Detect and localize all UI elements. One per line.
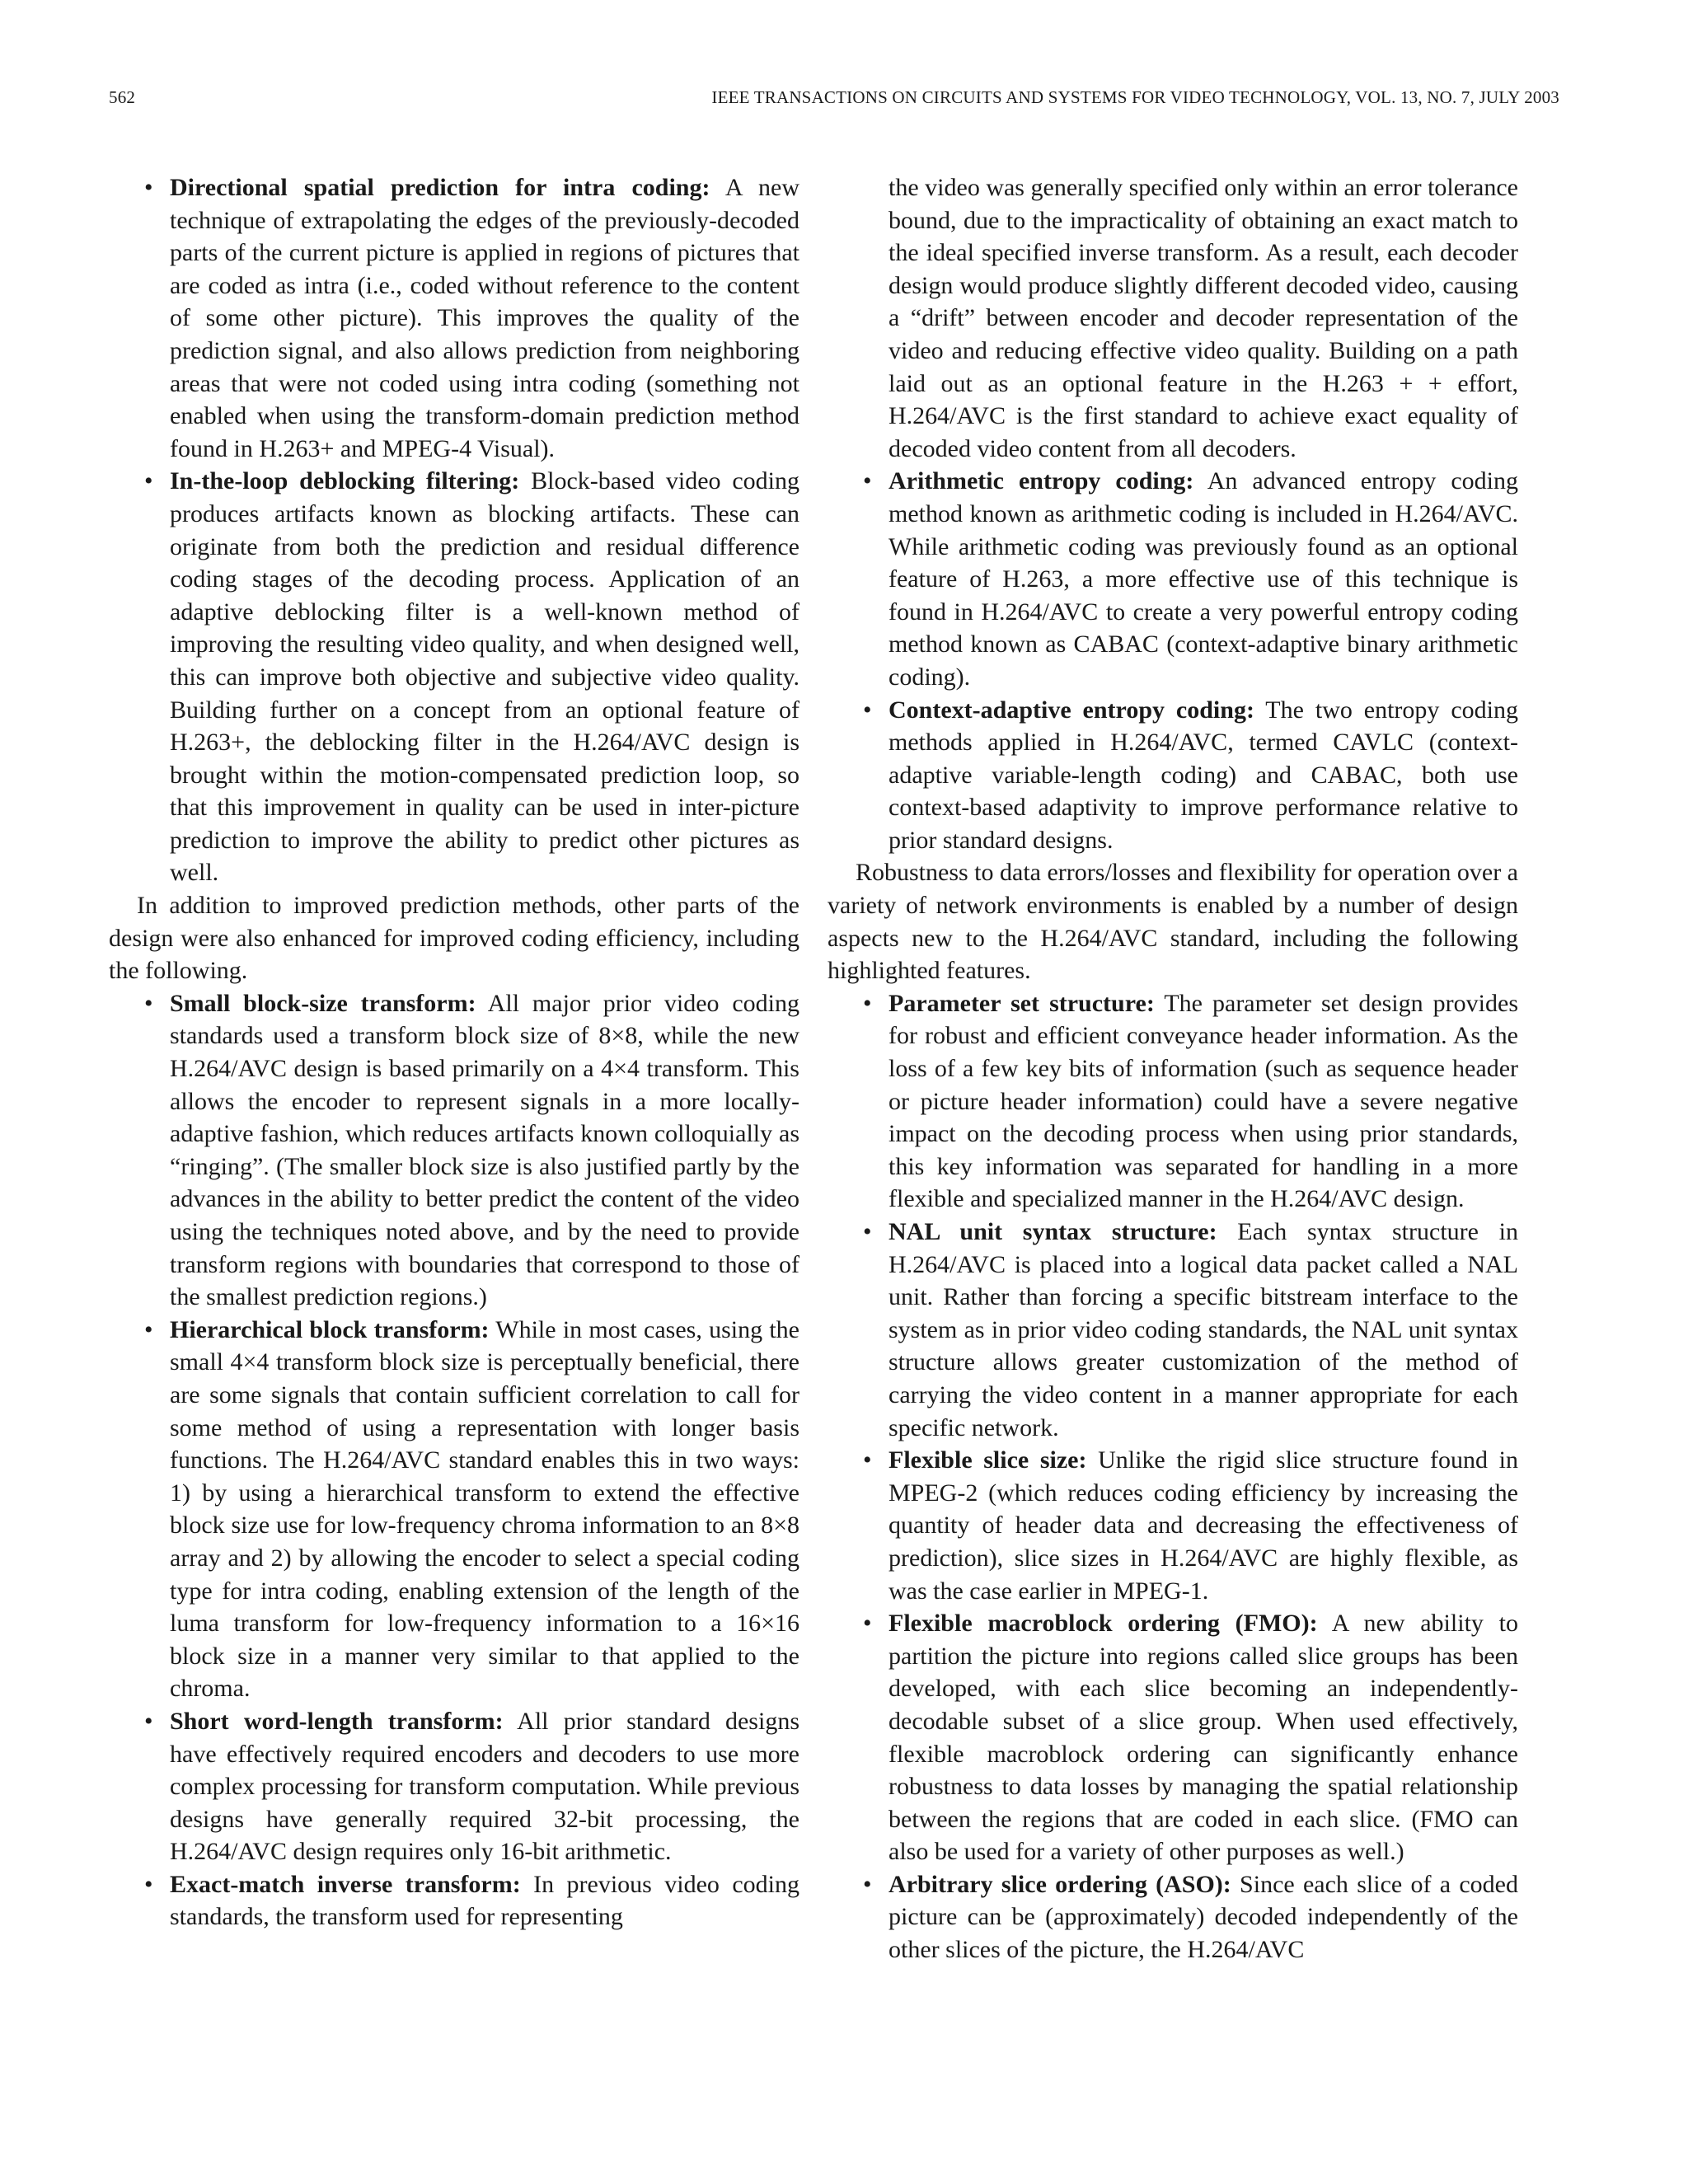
item-text: Block-based video coding produces artifacts known as blocking artifacts. These can originate from both the prediction and residual difference coding stages of the decoding process. Application of an adaptive deblocking filter is a well-known method of improving the resulting video quality, and when designed well, this can improve both objective and subjective video quality. Building further on a concept from an optional feature of H.263+, the deblocking filter in the H.264/AVC design is brought within the motion-compensated prediction loop, so that this improvement in quality can be used in inter-picture prediction to improve the ability to predict other pictures as well.	[170, 467, 799, 887]
item-title: Arithmetic entropy coding:	[889, 467, 1194, 495]
item-title: Small block-size transform:	[170, 989, 476, 1017]
feature-list	[828, 987, 1518, 1966]
page-number: 562	[109, 87, 136, 107]
item-title: Flexible slice size:	[889, 1446, 1087, 1474]
item-title: Hierarchical block transform:	[170, 1315, 490, 1343]
item-text: A new ability to partition the picture into regions called slice groups has been developed, with each slice becoming an independently-decodable subset of a slice group. When used effectively, flexible macroblock ordering can significantly enhance robustness to data losses by managing the spatial relationship between the regions that are coded in each slice. (FMO can also be used for a variety of other purposes as well.)	[889, 1610, 1518, 1866]
bullet-icon: •	[863, 989, 872, 1017]
list-item	[109, 1314, 799, 1705]
item-title: Parameter set structure:	[889, 989, 1155, 1017]
bullet-icon: •	[144, 1315, 153, 1343]
bullet-icon: •	[863, 696, 872, 724]
page-header	[109, 87, 1559, 117]
list-item	[828, 1868, 1518, 1966]
item-title: Flexible macroblock ordering (FMO):	[889, 1610, 1318, 1638]
item-text: Since each slice of a coded picture can be (approximately) decoded independently of the other slices of the picture, the H.264/AVC	[889, 1870, 1518, 1964]
body-paragraph: In addition to improved prediction methods, other parts of the design were also enhanced for improved coding efficiency, including the following.	[109, 892, 799, 985]
bullet-icon: •	[144, 1707, 153, 1735]
list-item	[109, 465, 799, 889]
item-title: Arbitrary slice ordering (ASO):	[889, 1870, 1231, 1898]
list-item	[828, 465, 1518, 693]
bullet-icon: •	[863, 1218, 872, 1245]
item-title: Context-adaptive entropy coding:	[889, 696, 1254, 724]
list-item	[109, 1868, 799, 1933]
feature-list	[109, 987, 799, 1933]
bullet-icon: •	[863, 1610, 872, 1638]
item-title: Directional spatial prediction for intra coding:	[170, 174, 710, 201]
bullet-icon: •	[863, 467, 872, 495]
body-paragraph: Robustness to data errors/losses and flexibility for operation over a variety of network environments is enabled by a number of design aspects new to the H.264/AVC standard, including the following highlighted features.	[828, 859, 1518, 985]
list-item	[828, 987, 1518, 1216]
feature-list	[109, 171, 799, 889]
list-item	[828, 1607, 1518, 1868]
item-text: All prior standard designs have effectively required encoders and decoders to use more complex processing for transform computation. While previous designs have generally required 32-bit processing, the H.264/AVC design requires only 16-bit arithmetic.	[170, 1707, 799, 1866]
item-text: All major prior video coding standards used a transform block size of 8×8, while the new H.264/AVC design is based primarily on a 4×4 transform. This allows the encoder to represent signals in a more locally-adaptive fashion, which reduces artifacts known colloquially as “ringing”. (The smaller block size is also justified partly by the advances in the ability to better predict the content of the video using the techniques noted above, and by the need to provide transform regions with boundaries that correspond to those of the smallest prediction regions.)	[170, 989, 799, 1311]
item-text: Unlike the rigid slice structure found in MPEG-2 (which reduces coding efficiency by increasing the quantity of header data and decreasing the effectiveness of prediction), slice sizes in H.264/AVC are highly flexible, as was the case earlier in MPEG-1.	[889, 1446, 1518, 1605]
item-text: The parameter set design provides for robust and efficient conveyance header information. As the loss of a few key bits of information (such as sequence header or picture header information) could have a severe negative impact on the decoding process when using prior standards, this key information was separated for handling in a more flexible and specialized manner in the H.264/AVC design.	[889, 989, 1518, 1213]
left-column	[109, 171, 799, 1933]
bullet-icon: •	[863, 1446, 872, 1474]
bullet-icon: •	[144, 467, 153, 495]
item-title: Short word-length transform:	[170, 1707, 504, 1735]
feature-list	[828, 171, 1518, 856]
item-title: NAL unit syntax structure:	[889, 1218, 1217, 1245]
list-item	[109, 171, 799, 465]
item-title: Exact-match inverse transform:	[170, 1870, 521, 1898]
item-title: In-the-loop deblocking filtering:	[170, 467, 520, 495]
item-text: An advanced entropy coding method known as arithmetic coding is included in H.264/AVC. While arithmetic coding was previously found as an optional feature of H.263, a more effective use of this technique is found in H.264/AVC to create a very powerful entropy coding method known as CABAC (context-adaptive binary arithmetic coding).	[889, 467, 1518, 691]
list-item-continuation	[828, 171, 1518, 465]
item-text: Each syntax structure in H.264/AVC is placed into a logical data packet called a NAL unit. Rather than forcing a specific bitstream interface to the system as in prior video coding standards, the NAL unit syntax structure allows greater customization of the method of carrying the video content in a manner appropriate for each specific network.	[889, 1218, 1518, 1441]
bullet-icon: •	[144, 1870, 153, 1898]
list-item	[109, 1705, 799, 1868]
list-item	[828, 1216, 1518, 1444]
bullet-icon: •	[863, 1870, 872, 1898]
running-head: IEEE TRANSACTIONS ON CIRCUITS AND SYSTEMS FOR VIDEO TECHNOLOGY, VOL. 13, NO. 7, JULY 2003	[711, 87, 1559, 107]
right-column	[828, 171, 1518, 1966]
item-text: While in most cases, using the small 4×4 transform block size is perceptually beneficial, there are some signals that contain sufficient correlation to call for some method of using a representation with longer basis functions. The H.264/AVC standard enables this in two ways: 1) by using a hierarchical transform to extend the effective block size use for low-frequency chroma information to an 8×8 array and 2) by allowing the encoder to select a special coding type for intra coding, enabling extension of the length of the luma transform for low-frequency information to a 16×16 block size in a manner very similar to that applied to the chroma.	[170, 1315, 799, 1703]
item-text: In previous video coding standards, the transform used for representing	[170, 1870, 799, 1931]
bullet-icon: •	[144, 989, 153, 1017]
item-text: The two entropy coding methods applied in H.264/AVC, termed CAVLC (context-adaptive variable-length coding) and CABAC, both use context-based adaptivity to improve performance relative to prior standard designs.	[889, 696, 1518, 854]
item-text: A new technique of extrapolating the edges of the previously-decoded parts of the current picture is applied in regions of pictures that are coded as intra (i.e., coded without reference to the content of some other picture). This improves the quality of the prediction signal, and also allows prediction from neighboring areas that were not coded using intra coding (something not enabled when using the transform-domain prediction method found in H.263+ and MPEG-4 Visual).	[170, 174, 799, 462]
bullet-icon: •	[144, 174, 153, 201]
list-item	[828, 1444, 1518, 1607]
item-text: the video was generally specified only within an error tolerance bound, due to the impracticality of obtaining an exact match to the ideal specified inverse transform. As a result, each decoder design would produce slightly different decoded video, causing a “drift” between encoder and decoder representation of the video and reducing effective video quality. Building on a path laid out as an optional feature in the H.263 + + effort, H.264/AVC is the first standard to achieve exact equality of decoded video content from all decoders.	[889, 174, 1518, 462]
list-item	[109, 987, 799, 1314]
list-item	[828, 694, 1518, 857]
